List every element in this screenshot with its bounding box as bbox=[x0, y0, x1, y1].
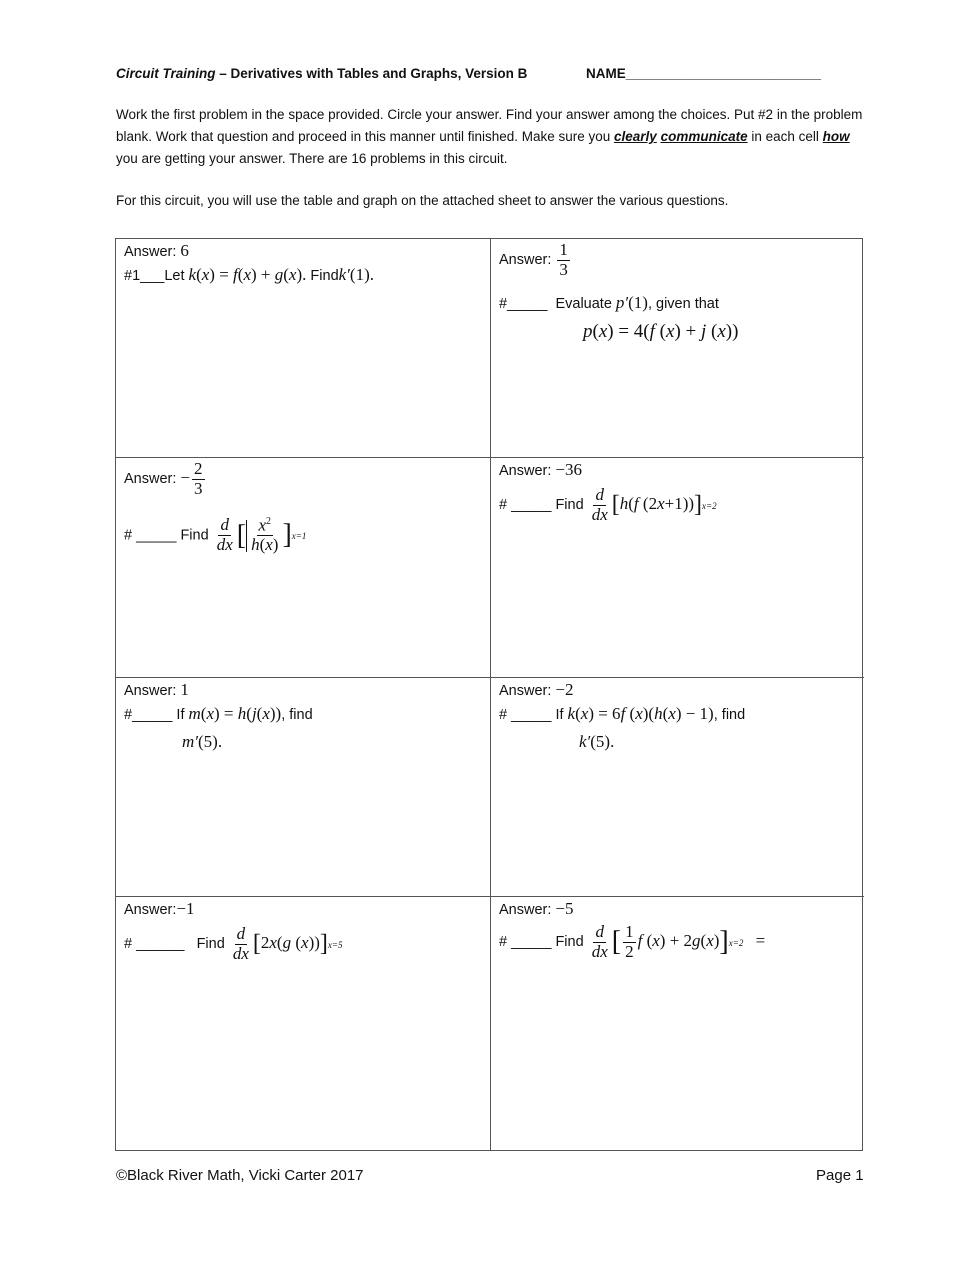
problem-cell-6 bbox=[491, 678, 864, 897]
problem-verb: Let bbox=[164, 268, 185, 284]
instructions-text-c: you are getting your answer. There are 16 problems in this circuit. bbox=[116, 151, 508, 166]
answer-label: Answer: bbox=[499, 252, 552, 269]
problem-verb: Find bbox=[555, 934, 584, 951]
problem-cell-5 bbox=[116, 678, 491, 897]
problem-expression: k(x) = 6f (x)(h(x) − 1) bbox=[567, 704, 714, 723]
problem-cell-3 bbox=[116, 458, 491, 678]
copyright: ©Black River Math, Vicki Carter 2017 bbox=[116, 1167, 364, 1184]
problem-expression: $\frac{d}{dx}$ [h(f (2x+1))]x=2 bbox=[591, 485, 717, 524]
answer-label: Answer: bbox=[124, 471, 177, 488]
attached-sheet-note: For this circuit, you will use the table and graph on the attached sheet to answer the various questions. bbox=[116, 193, 729, 208]
problem-number[interactable]: # _____ bbox=[499, 707, 552, 723]
problem-verb: Find bbox=[196, 936, 225, 953]
answer-label: Answer: bbox=[499, 463, 552, 479]
problem-expression: m(x) = h(j(x)) bbox=[188, 704, 282, 723]
answer-label: Answer: bbox=[499, 902, 552, 918]
emphasis-communicate: communicate bbox=[660, 129, 748, 144]
find-label: , find bbox=[713, 707, 746, 723]
target-expression: p′(1) bbox=[615, 293, 648, 312]
given-label: , given that bbox=[647, 296, 719, 312]
answer-value: −1 bbox=[176, 899, 195, 918]
answer-label: Answer: bbox=[124, 244, 177, 260]
find-label: , find bbox=[281, 707, 313, 723]
title-italic: Circuit Training bbox=[116, 66, 216, 81]
answer-sign: − bbox=[180, 468, 191, 488]
problem-number[interactable]: # _____ bbox=[499, 934, 552, 951]
answer-value: −36 bbox=[555, 460, 583, 479]
problem-grid bbox=[115, 238, 863, 1151]
answer-fraction: $\frac{1}{3}$ bbox=[559, 240, 568, 279]
worksheet-header bbox=[116, 66, 821, 81]
target-expression: k′(5). bbox=[579, 732, 615, 751]
equals-sign: = bbox=[755, 931, 766, 951]
problem-number[interactable]: #1___ bbox=[124, 268, 165, 284]
problem-verb: Find bbox=[555, 497, 584, 514]
name-field[interactable]: NAME__________________________ bbox=[586, 66, 821, 81]
answer-value: −2 bbox=[555, 680, 574, 699]
find-label: Find bbox=[310, 268, 339, 284]
problem-expression: k(x) = f(x) + g(x). bbox=[188, 265, 307, 284]
problem-expression: $\frac{d}{dx}$ [2x(g (x))]x=5 bbox=[232, 924, 343, 963]
problem-expression: $\frac{d}{dx}$ [ $\frac{1}{2}$ f (x) + 2g(x)]x=2 bbox=[591, 922, 744, 961]
instructions-text-a: Work the first problem in the space provided. Circle your answer. Find your answer among the choices. Put #2 in the problem blank. Work that question and proceed in this manner until finished. Make sure you bbox=[116, 107, 863, 144]
title-rest: – Derivatives with Tables and Graphs, Version B bbox=[215, 66, 528, 81]
answer-label: Answer: bbox=[124, 902, 177, 918]
problem-expression: p(x) = 4(f (x) + j (x)) bbox=[583, 321, 739, 342]
problem-cell-7 bbox=[116, 897, 491, 1150]
problem-verb: Evaluate bbox=[555, 296, 612, 312]
problem-number[interactable]: #_____ bbox=[124, 707, 173, 723]
answer-label: Answer: bbox=[499, 683, 552, 699]
problem-cell-1 bbox=[116, 239, 491, 458]
target-expression: k′(1). bbox=[338, 265, 374, 284]
problem-number[interactable]: # _____ bbox=[124, 527, 177, 544]
problem-cell-2 bbox=[491, 239, 864, 458]
answer-value: 6 bbox=[180, 241, 189, 260]
problem-number[interactable]: #_____ bbox=[499, 296, 548, 312]
answer-value: −5 bbox=[555, 899, 574, 918]
answer-label: Answer: bbox=[124, 683, 177, 699]
emphasis-clearly: clearly bbox=[614, 129, 657, 144]
problem-expression: $\frac{d}{dx}$ [ $\frac{x^2}{h(x)}$ ]x=1 bbox=[216, 515, 307, 555]
problem-verb: Find bbox=[180, 527, 209, 544]
emphasis-how: how bbox=[822, 129, 850, 144]
problem-cell-4 bbox=[491, 458, 864, 678]
answer-value: 1 bbox=[180, 680, 189, 699]
instructions bbox=[116, 104, 866, 170]
problem-number[interactable]: # ______ bbox=[124, 936, 185, 953]
problem-verb: If bbox=[176, 707, 185, 723]
problem-cell-8 bbox=[491, 897, 864, 1150]
target-expression: m′(5). bbox=[182, 732, 223, 751]
problem-verb: If bbox=[555, 707, 564, 723]
problem-number[interactable]: # _____ bbox=[499, 497, 552, 514]
answer-fraction: $\frac{2}{3}$ bbox=[194, 459, 203, 498]
instructions-text-b: in each cell bbox=[747, 129, 823, 144]
page-number: Page 1 bbox=[816, 1167, 864, 1184]
